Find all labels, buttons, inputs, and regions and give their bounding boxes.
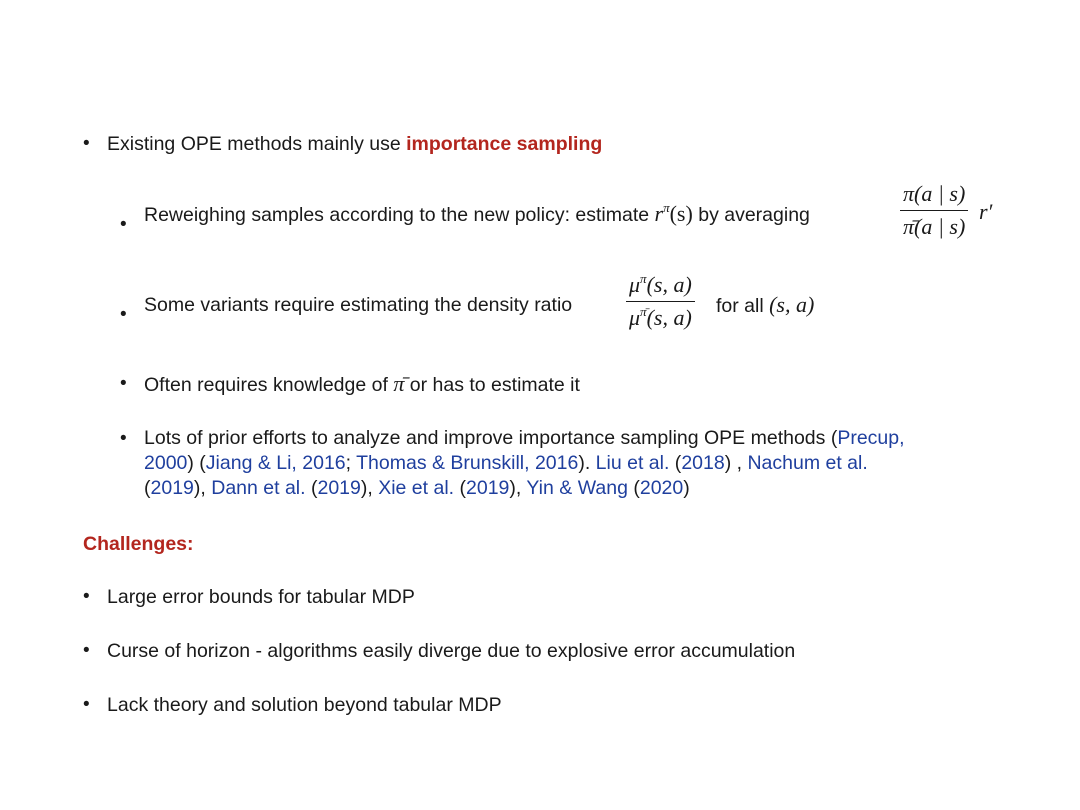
pi-bar-math: π̄ <box>393 371 405 396</box>
sub-bullet-density-ratio <box>144 292 572 318</box>
bullet-dot: • <box>120 214 127 235</box>
reweighing-text: Reweighing samples according to the new policy: estimate <box>144 204 655 226</box>
policy-ratio-fraction <box>900 181 968 240</box>
citation-liu[interactable]: Liu et al. <box>595 452 670 474</box>
bullet-dot: • <box>83 133 90 154</box>
bullet-dot: • <box>83 586 90 607</box>
for-all-text: for all <box>716 295 764 317</box>
fraction-numerator: π(a | s) <box>903 181 966 206</box>
bullet-dot: • <box>120 304 127 325</box>
by-averaging-text: by averaging <box>692 204 810 226</box>
fraction-numerator: $\mu^\pi(s$, a) <box>629 271 692 297</box>
citation-yin-wang[interactable]: Yin & Wang <box>526 477 628 499</box>
citation-nachum[interactable]: Nachum et al. <box>747 452 868 474</box>
challenges-heading: Challenges: <box>83 533 194 555</box>
citation-liu-year[interactable]: 2018 <box>681 452 725 474</box>
bullet-dot: • <box>120 428 127 449</box>
bullet-dot: • <box>83 640 90 661</box>
fraction-bar <box>900 210 968 211</box>
fraction-bar <box>626 301 695 302</box>
challenge-item: Curse of horizon - algorithms easily diverge due to explosive error accumulation <box>107 640 796 662</box>
s-a-math: (s, a) <box>769 292 815 317</box>
r-pi-s-math: $r^\pi(s)$ <box>654 200 693 226</box>
fraction-denominator: $\mu^{\pī}(s$, a) <box>629 304 692 330</box>
prior-efforts-text: Lots of prior efforts to analyze and improve importance sampling OPE methods ( <box>144 427 838 449</box>
density-ratio-text: Some variants require estimating the density ratio <box>144 294 573 316</box>
sub-bullet-prior-efforts: Lots of prior efforts to analyze and improve importance sampling OPE methods (Precup, 2000) (Jiang & Li, 2016; Thomas & Brunskill, 2016). Liu et al. (2018) , Nachum et al. (2019), Dann et al. (2019), Xie et al. (2019), Yin & Wang (2020) <box>144 427 905 499</box>
citation-dann-year[interactable]: 2019 <box>317 477 361 499</box>
for-all-text-line <box>716 292 814 319</box>
knowledge-text: Often requires knowledge of <box>144 374 394 396</box>
citation-yin-wang-year[interactable]: 2020 <box>639 477 684 499</box>
bullet-dot: • <box>83 694 90 715</box>
challenge-item: Lack theory and solution beyond tabular MDP <box>107 694 502 716</box>
fraction-denominator: π̄(a | s) <box>903 214 966 239</box>
r-prime-math: r′ <box>979 199 993 224</box>
citation-precup[interactable]: Precup, <box>837 427 905 449</box>
citation-jiang-li[interactable]: Jiang & Li, 2016 <box>205 452 346 474</box>
importance-sampling-highlight: importance sampling <box>406 133 603 155</box>
sub-bullet-reweighing <box>144 201 810 228</box>
density-ratio-fraction <box>626 272 695 331</box>
citation-precup-year[interactable]: 2000 <box>144 452 188 474</box>
citation-dann[interactable]: Dann et al. <box>211 477 306 499</box>
estimate-text: or has to estimate it <box>404 374 580 396</box>
sub-bullet-knowledge <box>144 371 580 398</box>
citation-nachum-year[interactable]: 2019 <box>150 477 194 499</box>
challenge-item: Large error bounds for tabular MDP <box>107 586 415 608</box>
citation-thomas-brunskill[interactable]: Thomas & Brunskill, 2016 <box>356 452 579 474</box>
main-bullet <box>107 131 602 157</box>
bullet-dot: • <box>120 373 127 394</box>
main-bullet-text: Existing OPE methods mainly use <box>107 133 407 155</box>
citation-xie[interactable]: Xie et al. <box>378 477 455 499</box>
citation-xie-year[interactable]: 2019 <box>466 477 510 499</box>
